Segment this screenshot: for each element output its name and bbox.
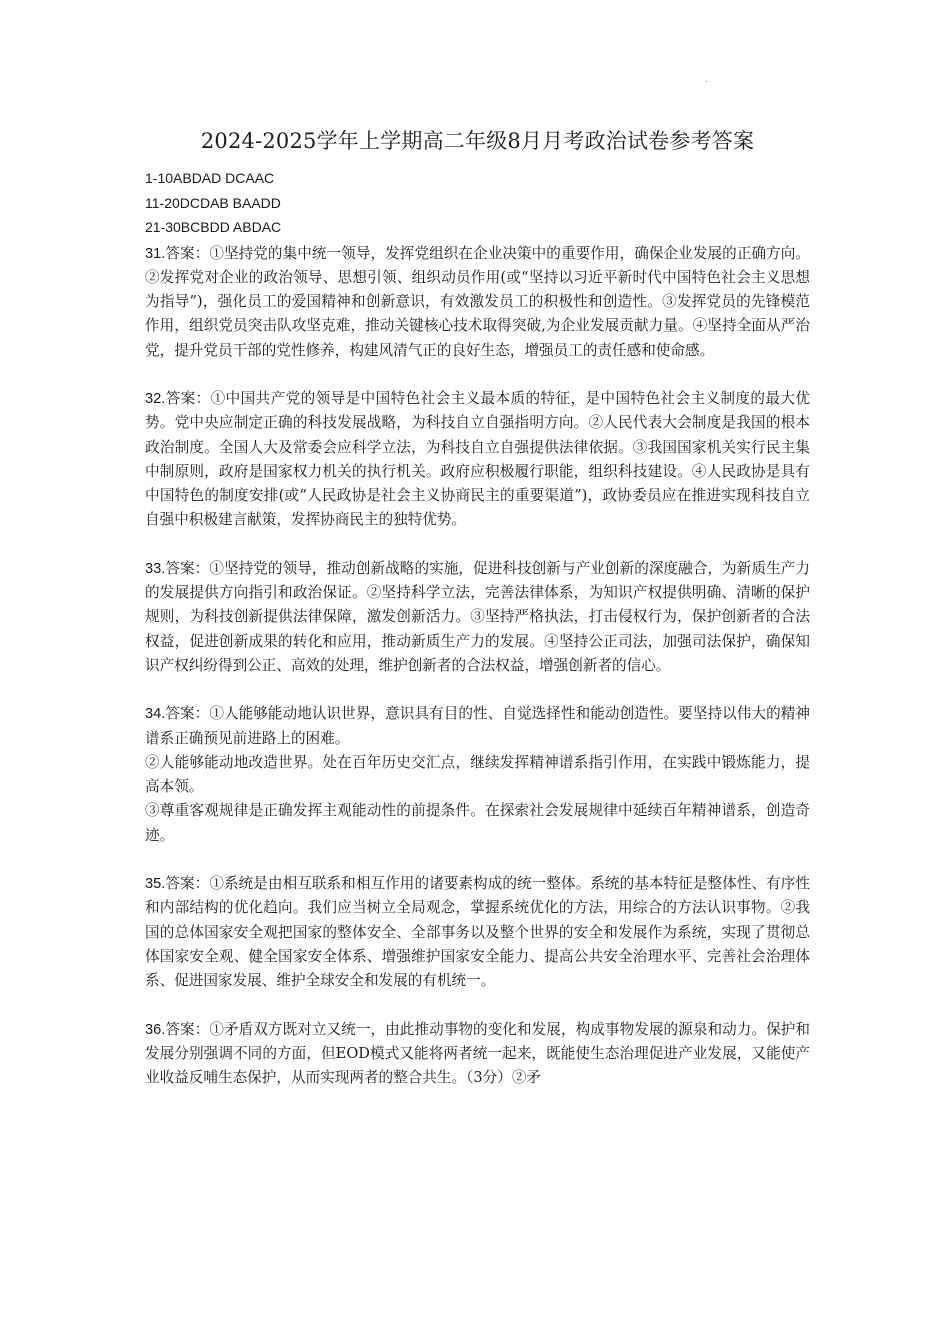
- answer-36: [145, 1018, 810, 1091]
- answer-label: 33.答案：: [145, 560, 210, 577]
- answer-list: [145, 242, 810, 1091]
- answer-label: 32.答案：: [145, 390, 211, 407]
- answer-text: ①人能够能动地认识世界，意识具有目的性、自觉选择性和能动创造性。要坚持以伟大的精神谱系正确预见前进路上的困难。: [145, 705, 810, 747]
- answer-paragraph: [145, 557, 810, 678]
- answer-32: [145, 387, 810, 533]
- answer-key-line: 11-20DCDAB BAADD: [145, 194, 281, 211]
- answer-33: [145, 557, 810, 678]
- answer-text: ①坚持党的领导，推动创新战略的实施，促进科技创新与产业创新的深度融合，为新质生产力的发展提供方向指引和政治保证。②坚持科学立法，完善法律体系，为知识产权提供明确、清晰的保护规则，为科技创新提供法律保障，激发创新活力。③坚持严格执法，打击侵权行为，保护创新者的合法权益，促进创新成果的转化和应用，推动新质生产力的发展。④坚持公正司法，加强司法保护，确保知识产权纠纷得到公正、高效的处理，维护创新者的合法权益，增强创新者的信心。: [145, 559, 810, 674]
- answer-label: 34.答案：: [145, 706, 210, 723]
- answer-text: ①矛盾双方既对立又统一，由此推动事物的变化和发展，构成事物发展的源泉和动力。保护和发展分别强调不同的方面，但EOD模式又能将两者统一起来，既能使生态治理促进产业发展，又能使产业收益反哺生态保护，从而实现两者的整合共生。（3分）②矛: [145, 1020, 810, 1087]
- answer-key-list: [145, 166, 810, 240]
- answer-label: 35.答案：: [145, 876, 210, 893]
- answer-paragraph: ②人能够能动地改造世界。处在百年历史交汇点，继续发挥精神谱系指引作用，在实践中锻炼能力，提高本领。: [145, 753, 810, 796]
- answer-paragraph: [145, 1018, 810, 1091]
- answer-label: 31.答案：: [145, 245, 210, 262]
- answer-34: [145, 702, 810, 848]
- answer-paragraph: [145, 872, 810, 993]
- corner-mark: .: [705, 74, 708, 85]
- answer-key-line: 21-30BCBDD ABDAC: [145, 219, 282, 235]
- answer-text: ①系统是由相互联系和相互作用的诸要素构成的统一整体。系统的基本特征是整体性、有序性和内部结构的优化趋向。我们应当树立全局观念，掌握系统优化的方法，用综合的方法认识事物。②我国的总体国家安全观把国家的整体安全、全部事务以及整个世界的安全和发展作为系统，实现了贯彻总体国家安全观、健全国家安全体系、增强维护国家安全能力、提高公共安全治理水平、完善社会治理体系、促进国家发展、维护全球安全和发展的有机统一。: [145, 875, 810, 990]
- answer-paragraph: [145, 387, 810, 533]
- answer-31: [145, 242, 810, 363]
- answer-text: ①中国共产党的领导是中国特色社会主义最本质的特征，是中国特色社会主义制度的最大优势。党中央应制定正确的科技发展战略，为科技自立自强指明方向。②人民代表大会制度是我国的根本政治制度。全国人大及常委会应科学立法，为科技自立自强提供法律依据。③我国国家机关实行民主集中制原则，政府是国家权力机关的执行机关。政府应积极履行职能，组织科技建设。④人民政协是具有中国特色的制度安排(或“人民政协是社会主义协商民主的重要渠道”)，政协委员应在推进实现科技自立自强中积极建言献策，发挥协商民主的独特优势。: [145, 389, 810, 529]
- answer-paragraph: [145, 242, 810, 363]
- answer-label: 36.答案：: [145, 1021, 210, 1038]
- answer-paragraph: [145, 702, 810, 751]
- answer-35: [145, 872, 810, 993]
- answer-key-line: 1-10ABDAD DCAAC: [145, 170, 275, 186]
- answer-text: ①坚持党的集中统一领导，发挥党组织在企业决策中的重要作用，确保企业发展的正确方向。②发挥党对企业的政治领导、思想引领、组织动员作用(或“坚持以习近平新时代中国特色社会主义思想为指导”)，强化员工的爱国精神和创新意识，有效激发员工的积极性和创造性。③发挥党员的先锋模范作用，组织党员突击队攻坚克难，推动关键核心技术取得突破,为企业发展贡献力量。④坚持全面从严治党，提升党员干部的党性修养，构建风清气正的良好生态，增强员工的责任感和使命感。: [145, 244, 810, 359]
- page-title: 2024-2025学年上学期高二年级8月月考政治试卷参考答案: [200, 129, 755, 153]
- answer-paragraph: ③尊重客观规律是正确发挥主观能动性的前提条件。在探索社会发展规律中延续百年精神谱系，创造奇迹。: [145, 802, 810, 844]
